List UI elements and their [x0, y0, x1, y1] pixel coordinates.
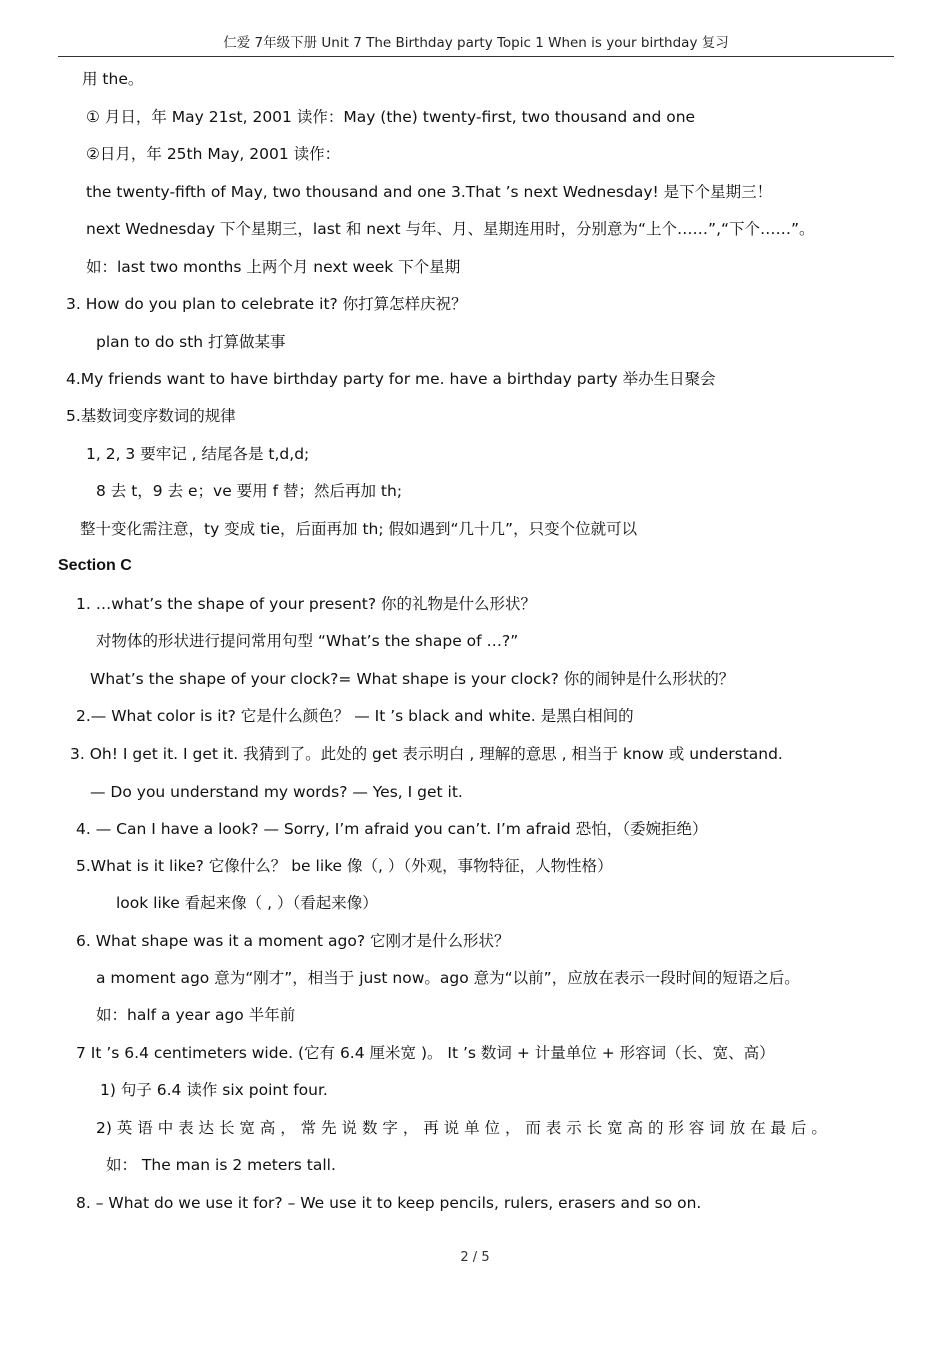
text-line: 整十变化需注意，ty 变成 tie，后面再加 th; 假如遇到“几十几”，只变个位就可以 [80, 520, 638, 538]
text-line: 7 It ’s 6.4 centimeters wide. (它有 6.4 厘米宽 )。 It ’s 数词 + 计量单位 + 形容词（长、宽、高） [76, 1044, 775, 1062]
text-line: 1. …what’s the shape of your present? 你的礼物是什么形状？ [76, 595, 537, 613]
page-number: 2 / 5 [460, 1250, 490, 1265]
text-line: ① 月日，年 May 21st, 2001 读作：May (the) twenty-first, two thousand and one [86, 108, 696, 126]
page-header: 仁爱 7年级下册 Unit 7 The Birthday party Topic 1 When is your birthday 复习 [58, 28, 894, 57]
text-line: 如：last two months 上两个月 next week 下个星期 [86, 258, 461, 276]
text-line: 5.What is it like? 它像什么？ be like 像（, ）（外观，事物特征，人物性格） [76, 857, 613, 875]
text-line: 对物体的形状进行提问常用句型 “What’s the shape of …?” [96, 632, 519, 650]
text-line: What’s the shape of your clock?= What shape is your clock? 你的闹钟是什么形状的？ [90, 670, 735, 688]
text-line: look like 看起来像（ , ）（看起来像） [116, 894, 378, 912]
text-line: ②日月，年 25th May, 2001 读作： [86, 145, 341, 163]
text-line: 4.My friends want to have birthday party for me. have a birthday party 举办生日聚会 [66, 370, 716, 388]
text-line: 1, 2, 3 要牢记 , 结尾各是 t,d,d; [86, 445, 310, 463]
text-line: 用 the。 [82, 70, 144, 88]
text-line: 8 去 t，9 去 e；ve 要用 f 替；然后再加 th; [96, 482, 403, 500]
section-heading: Section C [58, 557, 132, 574]
text-line: 2.— What color is it? 它是什么颜色？ — It ’s black and white. 是黑白相间的 [76, 707, 634, 725]
text-line: 3. Oh! I get it. I get it. 我猜到了。此处的 get 表示明白 , 理解的意思 , 相当于 know 或 understand. [70, 745, 783, 763]
text-line: a moment ago 意为“刚才”，相当于 just now。ago 意为“以前”，应放在表示一段时间的短语之后。 [96, 969, 800, 987]
text-line: 如： The man is 2 meters tall. [106, 1156, 336, 1174]
text-line: 6. What shape was it a moment ago? 它刚才是什么形状？ [76, 932, 510, 950]
text-line: 如：half a year ago 半年前 [96, 1006, 296, 1024]
text-line: — Do you understand my words? — Yes, I get it. [90, 783, 463, 801]
text-line: next Wednesday 下个星期三，last 和 next 与年、月、星期连用时，分别意为“上个……”,“下个……”。 [86, 220, 815, 238]
text-line: plan to do sth 打算做某事 [96, 333, 286, 351]
text-line: 5.基数词变序数词的规律 [66, 407, 236, 425]
text-line: 1) 句子 6.4 读作 six point four. [100, 1081, 328, 1099]
text-line: 4. — Can I have a look? — Sorry, I’m afraid you can’t. I’m afraid 恐怕，（委婉拒绝） [76, 820, 708, 838]
text-line: 3. How do you plan to celebrate it? 你打算怎样庆祝？ [66, 295, 467, 313]
text-line: 8. – What do we use it for? – We use it to keep pencils, rulers, erasers and so on. [76, 1194, 702, 1212]
text-line: 2) 英 语 中 表 达 长 宽 高 ， 常 先 说 数 字 ， 再 说 单 位 ， 而 表 示 长 宽 高 的 形 容 词 放 在 最 后 。 [96, 1119, 827, 1137]
text-line: the twenty-fifth of May, two thousand and one 3.That ’s next Wednesday! 是下个星期三！ [86, 183, 773, 201]
